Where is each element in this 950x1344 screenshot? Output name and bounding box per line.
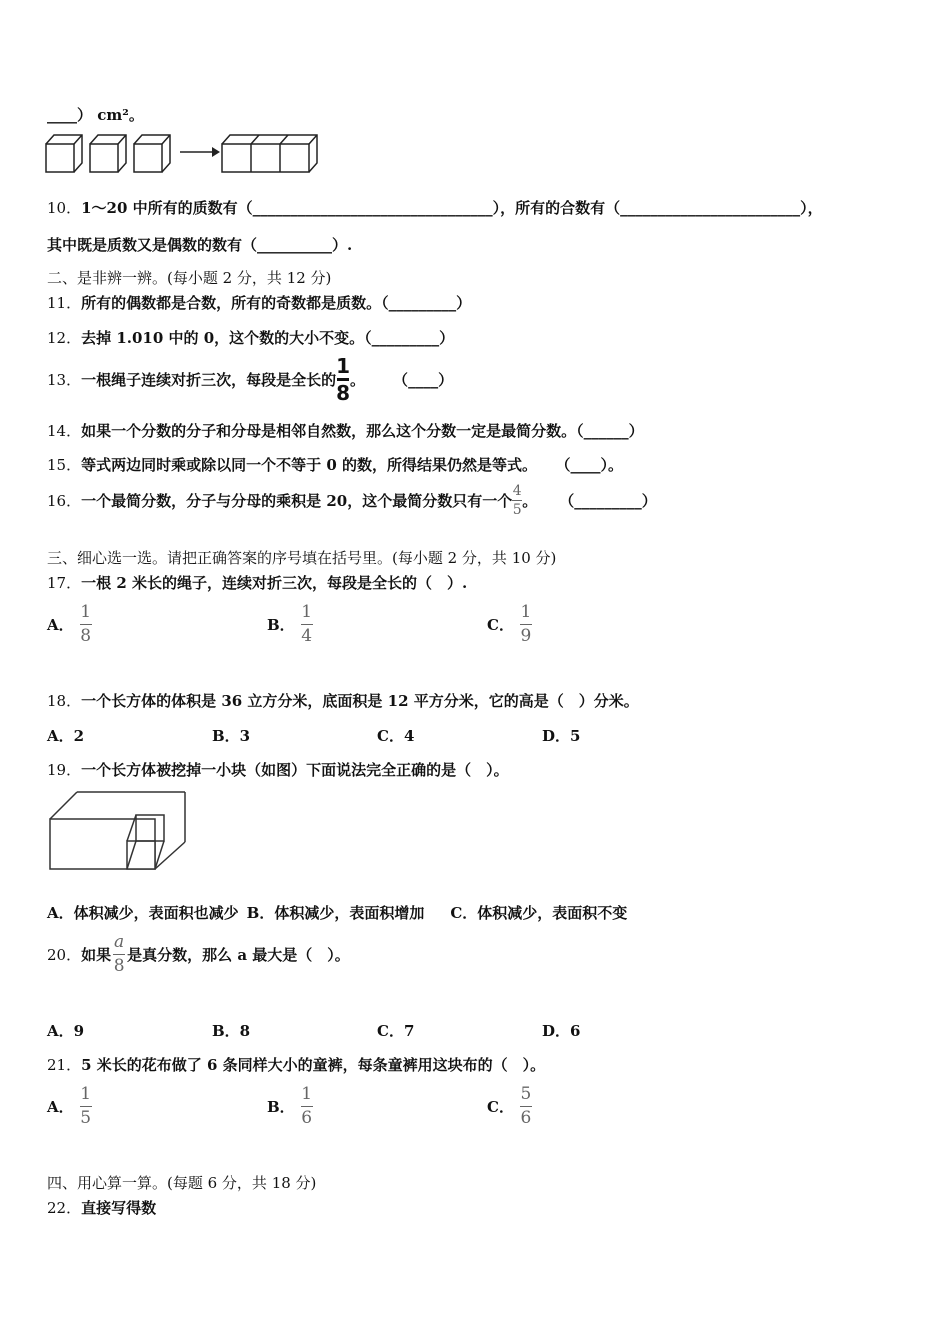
q21-option-b-fraction: $\frac{1}{6}$ (301, 1084, 313, 1128)
q17-option-b-fraction: $\frac{1}{4}$ (301, 602, 313, 646)
q17-option-a[interactable]: A． $\frac{1}{8}$ (47, 602, 92, 646)
q18-option-a[interactable]: A．2 (47, 727, 85, 745)
question-22: 22．直接写得数 (47, 1199, 157, 1217)
arrow-icon (212, 147, 220, 157)
question-20: 20． 如果 $\frac{a}{8}$ 是真分数，那么 a 最大是（ ）。 (47, 932, 350, 976)
q21-option-c[interactable]: C． $\frac{5}{6}$ (487, 1084, 532, 1128)
cuboid-figure (47, 788, 192, 873)
q21-option-a-fraction: $\frac{1}{5}$ (80, 1084, 92, 1128)
q17-option-b[interactable]: B． $\frac{1}{4}$ (267, 602, 313, 646)
q19-options (47, 902, 627, 923)
question-10-line2: 其中既是质数又是偶数的数有（__________）. (47, 236, 353, 254)
q19-option-a[interactable]: A．体积减少，表面积也减少 (47, 904, 239, 922)
q20-option-b[interactable]: B．8 (212, 1022, 251, 1040)
q10-blank-even-prime[interactable]: __________ (257, 236, 333, 254)
q13-blank[interactable]: ____ (408, 370, 439, 389)
q19-option-c[interactable]: C．体积减少，表面积不变 (450, 904, 628, 922)
q20-option-a[interactable]: A．9 (47, 1022, 85, 1040)
q14-blank[interactable]: ______ (583, 422, 629, 440)
section-4-title: 四、用心算一算。(每题 6 分，共 18 分) (47, 1174, 317, 1192)
q20-option-c[interactable]: C．7 (377, 1022, 415, 1040)
question-14: 14．如果一个分数的分子和分母是相邻自然数，那么这个分数一定是最简分数。（______） (47, 422, 644, 440)
q21-option-b[interactable]: B． $\frac{1}{6}$ (267, 1084, 313, 1128)
q16-blank[interactable]: _________ (574, 491, 642, 510)
question-18: 18．一个长方体的体积是 36 立方分米，底面积是 12 平方分米，它的高是（ ）分米。 (47, 692, 639, 710)
q17-option-c-fraction: $\frac{1}{9}$ (520, 602, 532, 646)
question-12: 12．去掉 1.010 中的 0，这个数的大小不变。（_________） (47, 329, 455, 347)
q19-option-b[interactable]: B．体积减少，表面积增加 (246, 904, 425, 922)
q9-blank[interactable]: ____ (47, 106, 77, 124)
section-2-title: 二、是非辨一辨。(每小题 2 分，共 12 分) (47, 269, 332, 287)
question-17: 17．一根 2 米长的绳子，连续对折三次，每段是全长的（ ）. (47, 574, 468, 592)
q15-blank[interactable]: ____ (570, 456, 601, 474)
q17-option-c[interactable]: C． $\frac{1}{9}$ (487, 602, 532, 646)
q20-option-d[interactable]: D．6 (542, 1022, 581, 1040)
q11-blank[interactable]: _________ (388, 294, 457, 312)
q18-option-b[interactable]: B．3 (212, 727, 251, 745)
fraction-four-fifths: $\frac{4}{5}$ (512, 483, 522, 518)
q18-option-c[interactable]: C．4 (377, 727, 415, 745)
question-10: 10．1～20 中所有的质数有（________________________________），所有的合数有（________________________）， (47, 199, 823, 217)
question-21: 21．5 米长的花布做了 6 条同样大小的童裤，每条童裤用这块布的（ ）。 (47, 1056, 546, 1074)
question-13: 13． 一根绳子连续对折三次，每段是全长的 1 8 。 （ ____ ） (47, 354, 454, 405)
q10-blank-composites[interactable]: ________________________ (620, 199, 801, 217)
q21-option-a[interactable]: A． $\frac{1}{5}$ (47, 1084, 92, 1128)
q9-tail: ____） cm²。 (47, 106, 144, 124)
q10-blank-primes[interactable]: ________________________________ (252, 199, 493, 217)
fraction-one-eighth: 1 8 (336, 354, 351, 405)
question-15: 15．等式两边同时乘或除以同一个不等于 0 的数，所得结果仍然是等式。 （____）。 (47, 456, 624, 474)
q21-option-c-fraction: $\frac{5}{6}$ (520, 1084, 532, 1128)
fraction-a-over-8: $\frac{a}{8}$ (113, 932, 125, 976)
q12-blank[interactable]: _________ (371, 329, 440, 347)
q18-option-d[interactable]: D．5 (542, 727, 581, 745)
question-16: 16． 一个最简分数，分子与分母的乘积是 20，这个最简分数只有一个 $\frac{4}{5}$ 。 （ _________ ） (47, 483, 657, 518)
cubes-figure (44, 130, 334, 180)
q9-unit: cm²。 (97, 106, 144, 124)
q17-option-a-fraction: $\frac{1}{8}$ (80, 602, 92, 646)
question-11: 11．所有的偶数都是合数，所有的奇数都是质数。（_________） (47, 294, 472, 312)
question-19: 19．一个长方体被挖掉一小块（如图）下面说法完全正确的是（ ）。 (47, 761, 509, 779)
section-3-title: 三、细心选一选。请把正确答案的序号填在括号里。(每小题 2 分，共 10 分) (47, 549, 557, 567)
